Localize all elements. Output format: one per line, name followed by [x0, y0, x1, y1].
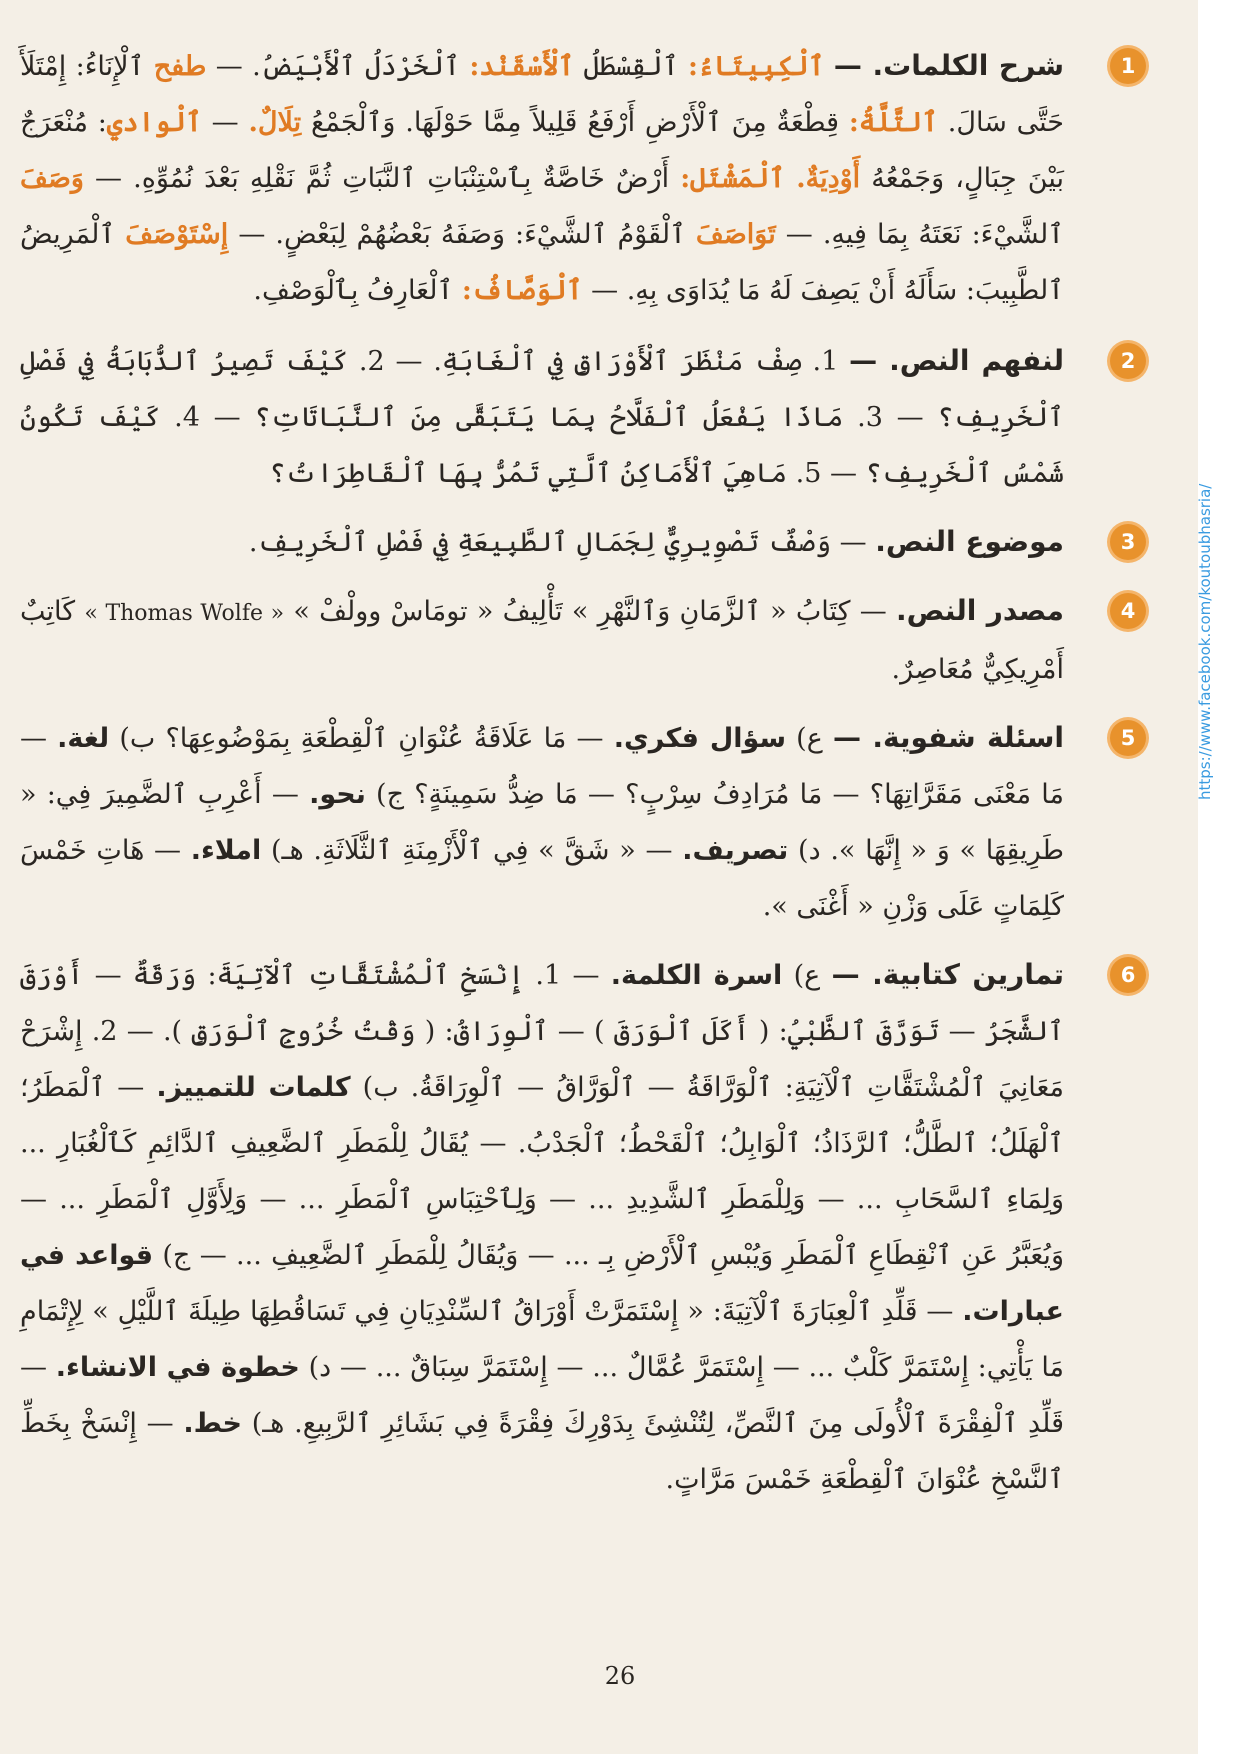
body-text: ٱلْقِسْطَلُ	[574, 51, 688, 82]
subheading: سؤال فكري.	[613, 723, 787, 754]
body-text: كَاتِبٌ أَمْرِيكِيٌّ مُعَاصِرٌ.	[20, 596, 1064, 685]
glossary-term: تَوَاصَفَ	[695, 219, 776, 250]
subheading: اسرة الكلمة.	[610, 960, 783, 991]
body-text: 1. صِفْ مَنْظَرَ ٱلْأَوْرَاقِ فِي ٱلْغَابَةِ. — 2. كَيْفَ تَصِيرُ ٱلذُّبَابَةُ فِي فَصْلِ ٱلْخَرِيفِ؟ — 3. مَاذَا يَفْعَلُ ٱلْفَلَّاحُ بِمَا يَتَبَقَّى مِنَ ٱلنَّبَاتَاتِ؟ — 4. كَيْفَ تَكُونُ شَمْسُ ٱلْخَرِيفِ؟ — 5. مَاهِيَ ٱلْأَمَاكِنُ ٱلَّتِي تَمُرُّ بِهَا ٱلْقَاطِرَاتُ؟	[20, 346, 1065, 489]
body-text: — قَلِّدِ ٱلْفِقْرَةَ ٱلْأُولَى مِنَ ٱلنَّصِّ، لِتُنْشِئَ بِدَوْرِكَ فِقْرَةً فِي بَشَائِرِ ٱلرَّبِيعِ. هـ)	[20, 1352, 1064, 1439]
subheading: تصريف.	[682, 835, 789, 866]
section-body	[249, 527, 875, 558]
glossary-term: ٱلْوادي	[106, 107, 202, 138]
body-text: ٱلْقَوْمُ ٱلشَّيْءَ: وَصَفَهُ بَعْضُهُمْ لِبَعْضٍ. —	[228, 219, 696, 250]
section-writing-exercises	[20, 947, 1160, 1508]
body-text: أَرْضٌ خَاصَّةٌ بِٱسْتِنْبَاتِ ٱلنَّبَاتِ ثُمَّ نَقْلِهِ بَعْدَ نُمُوِّهِ. —	[83, 163, 681, 194]
glossary-term: ٱلْوَصَّافُ:	[461, 275, 583, 306]
section-title: شرح الكلمات. —	[833, 49, 1065, 82]
subheading: كلمات للتمييز.	[156, 1072, 351, 1103]
glossary-term: إِسْتَوْصَفَ	[125, 219, 229, 250]
body-text: — قَلِّدِ ٱلْعِبَارَةَ ٱلْآتِيَةَ: « إِسْتَمَرَّتْ أَوْرَاقُ ٱلسِّنْدِيَانِ فِي تَسَاقُطِهَا طِيلَةَ ٱللَّيْلِ » لِإِتْمَامِ مَا يَأْتِي: إِسْتَمَرَّ كَلْبٌ ... — إِسْتَمَرَّ عُمَّالٌ ... — إِسْتَمَرَّ سِبَاقٌ ... — د)	[20, 1296, 1065, 1383]
body-text: — « شَقَّ » فِي ٱلْأَزْمِنَةِ ٱلثَّلَاثَةِ. هـ)	[261, 835, 683, 866]
glossary-term: ٱلْكِبِيتَاءُ:	[687, 51, 825, 82]
section-title: اسئلة شفوية. —	[833, 721, 1065, 754]
latin-name: « Thomas Wolfe »	[84, 601, 285, 626]
textbook-page	[20, 38, 1160, 1728]
body-text: —	[201, 107, 249, 138]
body-text: — مَا مَعْنَى مَقَرَّاتِهَا؟ — مَا مُرَادِفُ سِرْبٍ؟ — مَا ضِدُّ سَمِينَةٍ؟ ج)	[20, 723, 1064, 810]
section-title: موضوع النص.	[875, 525, 1064, 558]
watermark-url: https://www.facebook.com/koutoubhasria/	[1196, 483, 1214, 800]
section-number-badge: 4	[1110, 593, 1146, 629]
body-text	[785, 163, 796, 194]
section-body	[20, 51, 1064, 306]
body-text: — وَصْفٌ تَصْوِيرِيٌّ لِجَمَالِ ٱلطَّبِيعَةِ فِي فَصْلِ ٱلْخَرِيفِ.	[248, 527, 876, 558]
section-number-badge: 1	[1110, 48, 1146, 84]
glossary-term: ٱلْأَسْقَنْد:	[469, 51, 575, 82]
glossary-term: وَصَفَ	[20, 163, 84, 194]
body-text: قِطْعَةٌ مِنَ ٱلْأَرْضِ أَرْفَعُ قَلِيلاً مِمَّا حَوْلَهَا. وَٱلْجَمْعُ	[301, 107, 849, 138]
body-text: : مُنْعَرَجٌ بَيْنَ جِبَالٍ، وَجَمْعُهُ	[20, 107, 1064, 194]
body-text: — إِنْسَخْ بِخَطِّ ٱلنَّسْخِ عُنْوَانَ ٱلْقِطْعَةِ خَمْسَ مَرَّاتٍ.	[20, 1408, 1064, 1495]
body-text	[824, 51, 833, 82]
section-number-badge: 2	[1110, 343, 1146, 379]
body-text: ٱلْخَرْدَلُ ٱلْأَبْيَضُ. —	[206, 51, 470, 82]
body-text: ٱلشَّيْءَ: نَعَتَهُ بِمَا فِيهِ. —	[775, 219, 1065, 250]
section-word-explanations	[20, 38, 1160, 319]
body-text: — مَا عَلَاقَةُ عُنْوَانِ ٱلْقِطْعَةِ بِمَوْضُوعِهَا؟ ب)	[109, 723, 614, 754]
section-title: تمارين كتابية. —	[831, 958, 1064, 991]
glossary-term: أَوْدِيَةٌ.	[796, 163, 861, 194]
body-text: ٱلْإِنَاءُ: إِمْتَلَأَ حَتَّى سَالَ.	[20, 51, 1064, 138]
body-text: — أَعْرِبِ ٱلضَّمِيرَ فِي: « طَرِيقِهَا » وَ « إِنَّهَا ». د)	[20, 779, 1064, 866]
section-understand-text	[20, 333, 1160, 502]
body-text: — هَاتِ خَمْسَ كَلِمَاتٍ عَلَى وَزْنِ « أَغْنَى ».	[20, 835, 1064, 922]
subheading: قواعد في عبارات.	[20, 1240, 1064, 1327]
subheading: خط.	[183, 1408, 242, 1439]
body-text: — كِتَابُ « ٱلزَّمَانِ وَٱلنَّهْرِ » تَأْلِيفُ « تومَاسْ وولْفْ »	[284, 596, 896, 627]
section-title: لنفهم النص. —	[849, 344, 1064, 377]
glossary-term: طفح	[153, 51, 207, 82]
body-text: — ٱلْمَطَرُ؛ ٱلْهَلَلُ؛ ٱلطَّلُّ؛ ٱلرَّذَاذُ؛ ٱلْوَابِلُ؛ ٱلْقَحْطُ؛ ٱلْجَدْبُ. — يُقَالُ لِلْمَطَرِ ٱلضَّعِيفِ ٱلدَّائِمِ كَٱلْغُبَارِ ... وَلِمَاءِ ٱلسَّحَابِ ... — وَلِلْمَطَرِ ٱلشَّدِيدِ ... — وَلِٱحْتِبَاسِ ٱلْمَطَرِ ... — وَلِأَوَّلِ ٱلْمَطَرِ ... — وَيُعَبَّرُ عَنِ ٱنْقِطَاعِ ٱلْمَطَرِ وَيُبْسِ ٱلْأَرْضِ بِـ ... — وَيُقَالُ لِلْمَطَرِ ٱلضَّعِيفِ ... — ج)	[20, 1072, 1064, 1271]
section-number-badge: 6	[1110, 957, 1146, 993]
section-oral-questions	[20, 710, 1160, 935]
section-number-badge: 5	[1110, 720, 1146, 756]
subheading: لغة.	[57, 723, 110, 754]
section-title: مصدر النص.	[896, 594, 1064, 627]
page-number: 26	[604, 1662, 636, 1690]
section-text-source	[20, 583, 1160, 698]
section-number-badge: 3	[1110, 524, 1146, 560]
section-text-topic	[20, 514, 1160, 571]
body-text: ٱلْمَرِيضُ ٱلطَّبِيبَ: سَأَلَهُ أَنْ يَصِفَ لَهُ مَا يُدَاوَى بِهِ. —	[20, 219, 1064, 306]
body-text: — 1. إِنْسَخِ ٱلْمُشْتَقَّاتِ ٱلْآتِيَةَ: وَرَقَةٌ — أَوْرَقَ ٱلشَّجَرُ — تَوَرَّقَ ٱلظَّبْيُ: ( أَكَلَ ٱلْوَرَقَ ) — ٱلْوِرَاقُ: ( وَقْتُ خُرُوجِ ٱلْوَرَقِ ). — 2. إِشْرَحْ مَعَانِيَ ٱلْمُشْتَقَّاتِ ٱلْآتِيَةِ: ٱلْوَرَّاقَةُ — ٱلْوَرَّاقُ — ٱلْوِرَاقَةُ. ب)	[20, 960, 1065, 1103]
body-text: ع)	[786, 723, 833, 754]
subheading: خطوة في الانشاء.	[55, 1352, 300, 1383]
glossary-term: ٱلتَّلَّةُ:	[848, 107, 938, 138]
section-body	[20, 960, 1064, 1495]
body-text: ٱلْعَارِفُ بِٱلْوَصْفِ.	[253, 275, 462, 306]
page-right-margin	[1198, 0, 1240, 1754]
glossary-term: ٱلْمَشْتَل:	[680, 163, 786, 194]
subheading: املاء.	[190, 835, 262, 866]
subheading: نحو.	[309, 779, 366, 810]
glossary-term: تِلَالٌ.	[248, 107, 302, 138]
body-text: ع)	[782, 960, 832, 991]
